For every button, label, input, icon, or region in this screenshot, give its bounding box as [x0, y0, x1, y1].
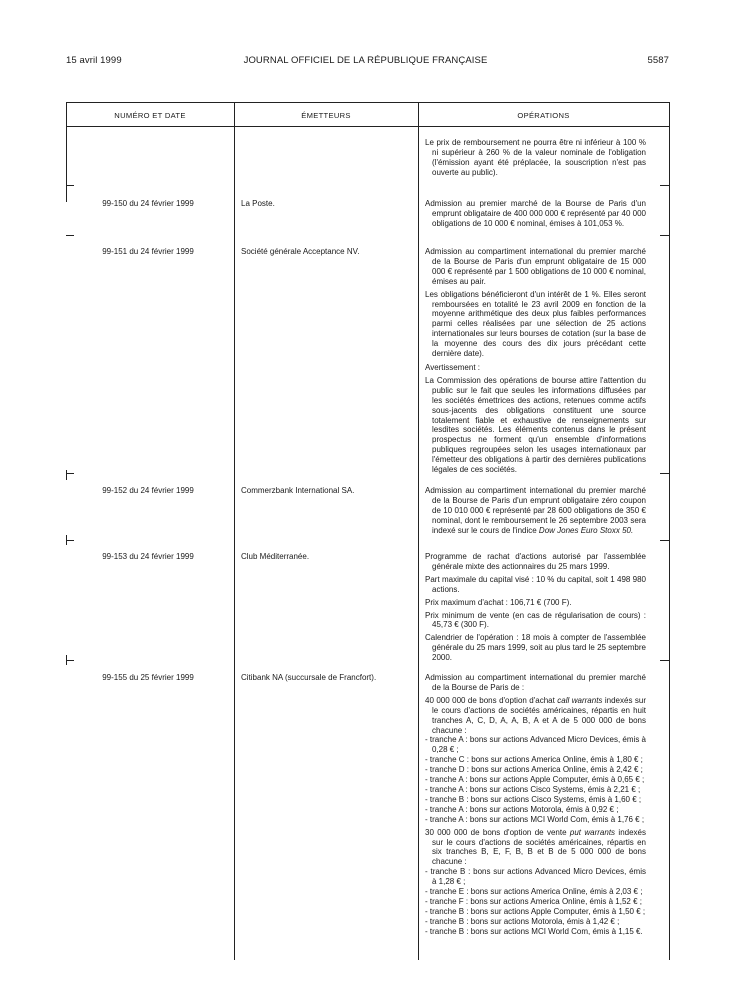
table-right-border	[669, 102, 670, 960]
tranche-item: - tranche E : bons sur actions America Online, émis à 2,03 € ;	[425, 887, 643, 897]
row-number-date: 99-152 du 24 février 1999	[102, 486, 194, 495]
row-separator	[660, 473, 669, 474]
put-text-a: 30 000 000 de bons d'option de vente	[425, 827, 570, 837]
row-operations	[425, 199, 646, 232]
column-header-rule	[66, 126, 669, 127]
tranche-item: - tranche D : bons sur actions America Online, émis à 2,42 € ;	[425, 765, 643, 775]
tranche-item: - tranche A : bons sur actions MCI World Com, émis à 1,76 € ;	[425, 814, 645, 824]
operation-paragraph: Calendrier de l'opération : 18 mois à compter de l'assemblée générale du 25 mars 1999, soit au plus tard le 25 septembre 2000.	[425, 633, 646, 663]
column-divider-1	[234, 102, 235, 960]
call-tranche-list	[425, 735, 646, 824]
row-separator	[660, 540, 669, 541]
table-left-border	[66, 470, 67, 480]
row-separator	[66, 540, 74, 541]
operation-paragraph	[425, 486, 646, 536]
operation-text: Admission au compartiment international du premier marché de la Bourse de Paris d'un emprunt obligataire zéro coupon de 10 010 000 € représenté par 28 600 obligations de 350 € nominal, dont le remboursement le 26 septembre 2003 sera indexé sur le cours de l'indice	[425, 486, 646, 535]
call-text-b: indexés sur le cours d'actions de sociétés américaines, répartis en huit tranches A, C, D, A, A, B, A et A de 5 000 000 de bons chacune :	[432, 695, 647, 735]
operation-paragraph: Prix maximum d'achat : 106,71 € (700 F).	[425, 597, 572, 607]
row-separator	[660, 660, 669, 661]
operation-paragraph: Admission au premier marché de la Bourse de Paris d'un emprunt obligataire de 400 000 000 € représenté par 40 000 obligations de 10 000 € nominal, émises à 101,053 %.	[425, 199, 646, 228]
row-emetteur: Citibank NA (succursale de Francfort).	[241, 673, 377, 682]
tranche-item: - tranche A : bons sur actions Apple Computer, émis à 0,65 € ;	[425, 775, 645, 785]
row-operations	[425, 552, 646, 666]
operation-paragraph: Programme de rachat d'actions autorisé par l'assemblée générale mixte des actionnaires du 25 mars 1999.	[425, 552, 646, 571]
index-name: Dow Jones Euro Stoxx 50.	[538, 525, 634, 535]
tranche-item: - tranche A : bons sur actions Advanced Micro Devices, émis à 0,28 € ;	[425, 735, 646, 755]
table-top-rule	[66, 102, 669, 103]
row-emetteur: Commerzbank International SA.	[241, 486, 355, 495]
tranche-item: - tranche B : bons sur actions Advanced Micro Devices, émis à 1,28 € ;	[425, 867, 646, 887]
tranche-item: - tranche B : bons sur actions Apple Computer, émis à 1,50 € ;	[425, 906, 646, 916]
row-emetteur: Société générale Acceptance NV.	[241, 247, 360, 256]
row-separator	[66, 660, 74, 661]
put-tranche-list	[425, 867, 646, 936]
tranche-item: - tranche A : bons sur actions Cisco Systems, émis à 2,21 € ;	[425, 784, 641, 794]
row-emetteur: La Poste.	[241, 199, 275, 208]
operation-paragraph: Admission au compartiment international du premier marché de la Bourse de Paris d'un emprunt obligataire de 15 000 000 € représenté par 1 500 obligations de 10 000 € nominal, émises au pair.	[425, 247, 646, 286]
operation-paragraph: Part maximale du capital visé : 10 % du capital, soit 1 498 980 actions.	[425, 574, 646, 594]
call-warrants-term: call warrants	[557, 695, 603, 705]
operation-paragraph: Les obligations bénéficieront d'un intérêt de 1 %. Elles seront remboursées en totalité le 23 avril 2009 en fonction de la moyenne arithmétique des deux plus faibles performances parmi celles réalisées par une sélection de 25 actions internationales sur leurs bourses de cotation (sur la base de la moyenne des cours des dix jours précédant cette dernière date).	[425, 289, 646, 359]
operation-paragraph: Admission au compartiment international du premier marché de la Bourse de Paris de :	[425, 673, 646, 692]
row-operations	[425, 486, 646, 539]
journal-title: JOURNAL OFFICIEL DE LA RÉPUBLIQUE FRANÇAISE	[243, 55, 488, 66]
tranche-item: - tranche C : bons sur actions America Online, émis à 1,80 € ;	[425, 755, 643, 765]
row-number-date: 99-153 du 24 février 1999	[102, 552, 194, 561]
column-divider-2	[418, 102, 419, 960]
tranche-item: - tranche F : bons sur actions America Online, émis à 1,52 € ;	[425, 896, 642, 906]
header-date: 15 avril 1999	[66, 55, 122, 66]
column-header-emetteurs: ÉMETTEURS	[301, 111, 351, 120]
warning-heading: Avertissement :	[425, 362, 480, 372]
row-emetteur: Club Méditerranée.	[241, 552, 310, 561]
operation-paragraph: Le prix de remboursement ne pourra être ni inférieur à 100 % ni supérieur à 260 % de la valeur nominale de l'obligation (l'émission ayant été préplacée, la souscription n'est pas ouverte au public).	[425, 138, 646, 177]
tranche-item: - tranche B : bons sur actions Motorola, émis à 1,42 € ;	[425, 916, 620, 926]
page-number: 5587	[647, 55, 669, 66]
put-warrants-term: put warrants	[569, 827, 616, 837]
row-number-date: 99-151 du 24 février 1999	[102, 247, 194, 256]
operation-paragraph: Prix minimum de vente (en cas de régularisation de cours) : 45,73 € (300 F).	[425, 610, 646, 630]
row-separator	[660, 235, 669, 236]
row-number-date: 99-155 du 25 février 1999	[102, 673, 194, 682]
put-warrants-paragraph	[425, 828, 646, 868]
row-separator	[66, 235, 74, 236]
warning-paragraph: La Commission des opérations de bourse attire l'attention du public sur le fait que seules les informations diffusées par les sociétés émettrices des actions, retenues comme actifs sous-jacents des obligations constituent une source totalement fiable et exhaustive de renseignements sur lesdites sociétés. Les éléments contenus dans le présent prospectus ne forment qu'un ensemble d'informations publiques regroupées selon les usages internationaux par l'émetteur des obligations à partir des dernières publications légales de ces sociétés.	[425, 375, 646, 475]
row-operations	[425, 247, 646, 478]
row-separator	[66, 185, 74, 186]
tranche-item: - tranche B : bons sur actions Cisco Systems, émis à 1,60 € ;	[425, 794, 642, 804]
call-warrants-paragraph	[425, 696, 646, 736]
column-header-operations: OPÉRATIONS	[517, 111, 570, 120]
column-header-numero: NUMÉRO ET DATE	[114, 111, 186, 120]
tranche-item: - tranche B : bons sur actions MCI World Com, émis à 1,15 €.	[425, 926, 643, 936]
row-separator	[660, 185, 669, 186]
row-operations	[425, 673, 646, 937]
call-text-a: 40 000 000 de bons d'option d'achat	[425, 695, 558, 705]
row-number-date: 99-150 du 24 février 1999	[102, 199, 194, 208]
operations-continuation	[425, 138, 646, 181]
tranche-item: - tranche A : bons sur actions Motorola, émis à 0,92 € ;	[425, 804, 619, 814]
put-text-b: indexés sur le cours d'actions de sociétés américaines, répartis en six tranches B, E, F, B, B et B de 5 000 000 de bons chacune :	[432, 827, 646, 867]
row-separator	[66, 473, 74, 474]
